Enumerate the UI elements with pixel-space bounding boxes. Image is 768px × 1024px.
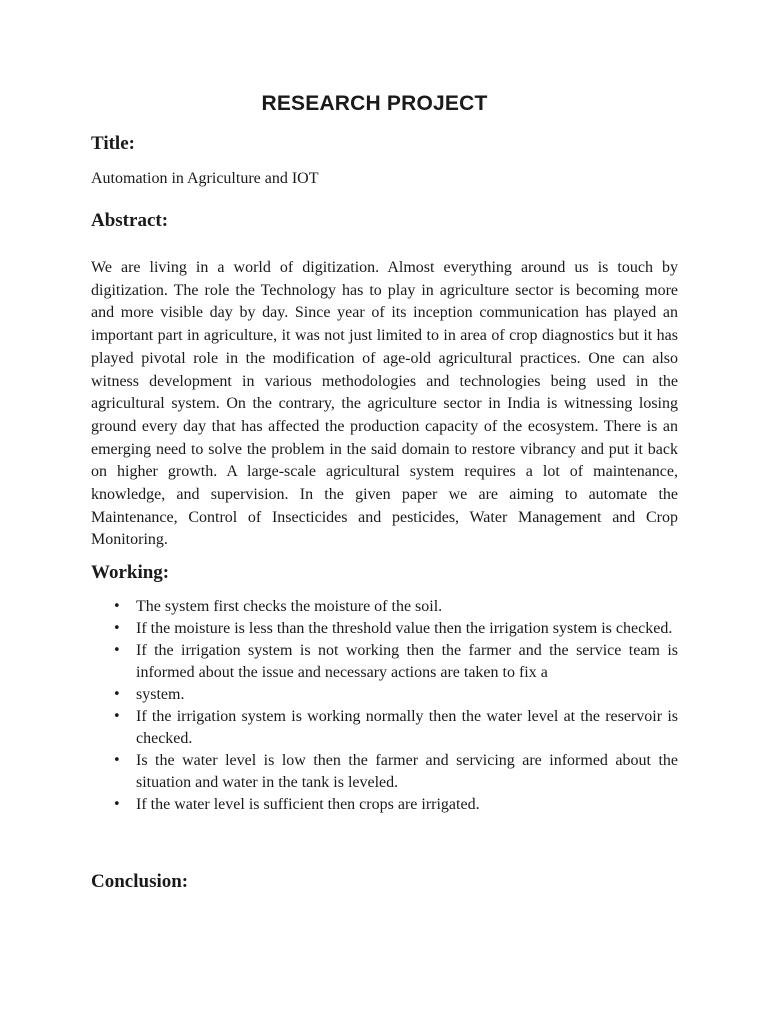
working-heading: Working: [91,562,170,583]
list-item-text: Is the water level is low then the farmer and servicing are informed about the situation and water in the tank is leveled. [136,752,678,791]
list-item-text: If the water level is sufficient then crops are irrigated. [136,796,480,813]
bullet-icon: • [113,687,121,702]
title-heading: Title: [91,133,135,154]
bullet-icon: • [113,753,121,768]
abstract-paragraph: We are living in a world of digitization. Almost everything around us is touch by digitization. The role the Technology has to play in agriculture sector is becoming more and more visible day by day. Since year of its inception communication has played an important part in agriculture, it was not just limited to in area of crop diagnostics but it has played pivotal role in the modification of age-old agricultural practices. One can also witness development in various methodologies and technologies being used in the agricultural system. On the contrary, the agriculture sector in India is witnessing losing ground every day that has affected the production capacity of the ecosystem. There is an emerging need to solve the problem in the said domain to restore vibrancy and put it back on higher growth. A large-scale agricultural system requires a lot of maintenance, knowledge, and supervision. In the given paper we are aiming to automate the Maintenance, Control of Insecticides and pesticides, Water Management and Crop Monitoring. [91,259,678,549]
bullet-icon: • [113,709,121,724]
bullet-icon: • [113,797,121,812]
document-title: RESEARCH PROJECT [261,92,488,115]
bullet-icon: • [113,643,121,658]
list-item [91,706,678,750]
abstract-heading: Abstract: [91,210,169,231]
bullet-icon: • [113,599,121,614]
list-item [91,640,678,684]
list-item [91,750,678,794]
list-item-text: system. [136,686,185,703]
list-item-text: If the irrigation system is not working then the farmer and the service team is informed about the issue and necessary actions are taken to fix a [136,642,678,681]
conclusion-heading: Conclusion: [91,871,189,892]
working-list [91,596,678,816]
list-item [91,794,678,816]
bullet-icon: • [113,621,121,636]
project-title-text: Automation in Agriculture and IOT [91,170,319,187]
list-item-text: If the irrigation system is working normally then the water level at the reservoir is checked. [136,708,678,747]
list-item-text: The system first checks the moisture of the soil. [136,598,443,615]
list-item [91,618,678,640]
list-item [91,596,678,618]
list-item-text: If the moisture is less than the threshold value then the irrigation system is checked. [136,620,673,637]
list-item [91,684,678,706]
